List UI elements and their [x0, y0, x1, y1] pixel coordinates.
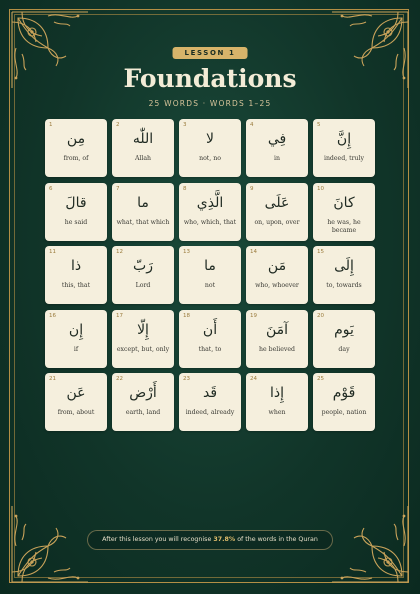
word-card[interactable] [313, 246, 375, 304]
word-number: 18 [183, 312, 190, 319]
footer-suffix: of the words in the Quran [235, 536, 318, 543]
word-number: 7 [116, 185, 120, 192]
word-translation: who, whoever [255, 282, 299, 289]
word-card[interactable] [313, 119, 375, 177]
word-card[interactable] [112, 310, 174, 368]
arabic-word: أَن [202, 321, 218, 338]
corner-ornament-icon [328, 502, 412, 586]
word-grid [45, 119, 376, 431]
word-card[interactable] [246, 183, 308, 241]
word-number: 3 [183, 122, 187, 128]
word-number: 19 [250, 312, 257, 319]
arabic-word: قالَ [65, 194, 87, 211]
arabic-word: أَرْض [129, 385, 157, 401]
word-number: 6 [49, 185, 53, 192]
word-number: 16 [49, 312, 56, 319]
word-translation: in [274, 155, 280, 162]
word-card[interactable] [179, 119, 241, 177]
word-number: 11 [49, 249, 56, 255]
word-translation: indeed, already [185, 409, 235, 416]
arabic-word: ما [137, 194, 149, 211]
word-card[interactable] [112, 373, 174, 431]
page-title: Foundations [123, 64, 297, 93]
arabic-word: لا [206, 131, 214, 147]
page-subtitle: 25 WORDS · WORDS 1–25 [148, 99, 272, 108]
word-translation: except, but, only [116, 345, 170, 353]
footer-note [87, 530, 333, 550]
arabic-word: عَن [66, 385, 86, 401]
word-number: 2 [116, 122, 120, 128]
word-card[interactable] [179, 183, 241, 241]
arabic-word: اللّٰه [132, 131, 154, 147]
arabic-word: مَن [267, 258, 287, 274]
arabic-word: إِلّا [137, 321, 149, 338]
word-translation: what, that which [116, 218, 170, 226]
arabic-word: كانَ [333, 194, 355, 211]
footer-percent: 37.8% [213, 536, 236, 543]
word-translation: not [204, 282, 216, 289]
arabic-word: آمَنَ [265, 321, 289, 338]
word-number: 1 [49, 122, 53, 128]
word-number: 8 [183, 185, 187, 192]
word-card[interactable] [112, 246, 174, 304]
word-card[interactable] [246, 246, 308, 304]
word-number: 14 [250, 249, 257, 255]
word-number: 23 [183, 376, 190, 382]
word-translation: he was, he became [327, 218, 361, 234]
word-card[interactable] [313, 373, 375, 431]
arabic-word: مِن [66, 131, 86, 147]
word-number: 10 [317, 185, 324, 192]
word-card[interactable] [246, 310, 308, 368]
word-translation: to, towards [326, 282, 362, 289]
word-card[interactable] [179, 310, 241, 368]
word-translation: day [338, 345, 350, 353]
word-translation: not, no [199, 155, 221, 162]
word-card[interactable] [246, 119, 308, 177]
footer-prefix: After this lesson you will recognise [102, 536, 214, 543]
word-translation: that, to [198, 345, 222, 353]
word-number: 22 [116, 376, 123, 382]
word-number: 5 [317, 122, 321, 128]
arabic-word: عَلَى [264, 194, 290, 211]
word-card[interactable] [45, 246, 107, 304]
word-card[interactable] [112, 119, 174, 177]
word-card[interactable] [112, 183, 174, 241]
arabic-word: الَّذِي [196, 194, 224, 211]
word-number: 15 [317, 249, 324, 255]
word-card[interactable] [45, 183, 107, 241]
word-translation: Lord [135, 282, 151, 289]
arabic-word: ذا [70, 258, 82, 274]
word-translation: he said [64, 218, 88, 226]
word-number: 13 [183, 249, 190, 255]
arabic-word: رَبّ [133, 258, 153, 274]
arabic-word: قَوْم [332, 385, 356, 401]
word-translation: when [268, 409, 286, 416]
word-number: 20 [317, 312, 324, 319]
word-translation: Allah [134, 155, 152, 162]
arabic-word: قَد [202, 385, 218, 401]
word-translation: if [73, 345, 79, 353]
arabic-word: إِن [68, 321, 84, 338]
word-card[interactable] [45, 310, 107, 368]
word-translation: indeed, truly [323, 155, 365, 162]
word-translation: this, that [61, 282, 91, 289]
word-number: 12 [116, 249, 123, 255]
word-translation: people, nation [321, 409, 367, 416]
word-number: 24 [250, 376, 257, 382]
word-translation: from, about [57, 409, 95, 416]
word-card[interactable] [313, 310, 375, 368]
word-card[interactable] [45, 373, 107, 431]
word-number: 4 [250, 122, 254, 128]
word-number: 9 [250, 185, 254, 192]
word-number: 21 [49, 376, 56, 382]
word-number: 25 [317, 376, 324, 382]
arabic-word: إِلَى [334, 258, 354, 274]
arabic-word: فِي [267, 131, 287, 147]
word-translation: who, which, that [183, 218, 237, 226]
corner-ornament-icon [8, 502, 92, 586]
word-card[interactable] [179, 246, 241, 304]
arabic-word: إِذا [269, 385, 284, 401]
word-number: 17 [116, 312, 123, 319]
arabic-word: يَوم [334, 321, 354, 338]
word-card[interactable] [313, 183, 375, 241]
word-translation: from, of [63, 155, 89, 162]
word-card[interactable] [246, 373, 308, 431]
word-card[interactable] [45, 119, 107, 177]
arabic-word: ما [204, 258, 216, 274]
arabic-word: إِنَّ [336, 131, 352, 147]
word-translation: on, upon, over [254, 218, 300, 226]
word-card[interactable] [179, 373, 241, 431]
word-translation: he believed [259, 345, 295, 353]
lesson-badge: LESSON 1 [173, 47, 248, 59]
word-translation: earth, land [125, 409, 161, 416]
